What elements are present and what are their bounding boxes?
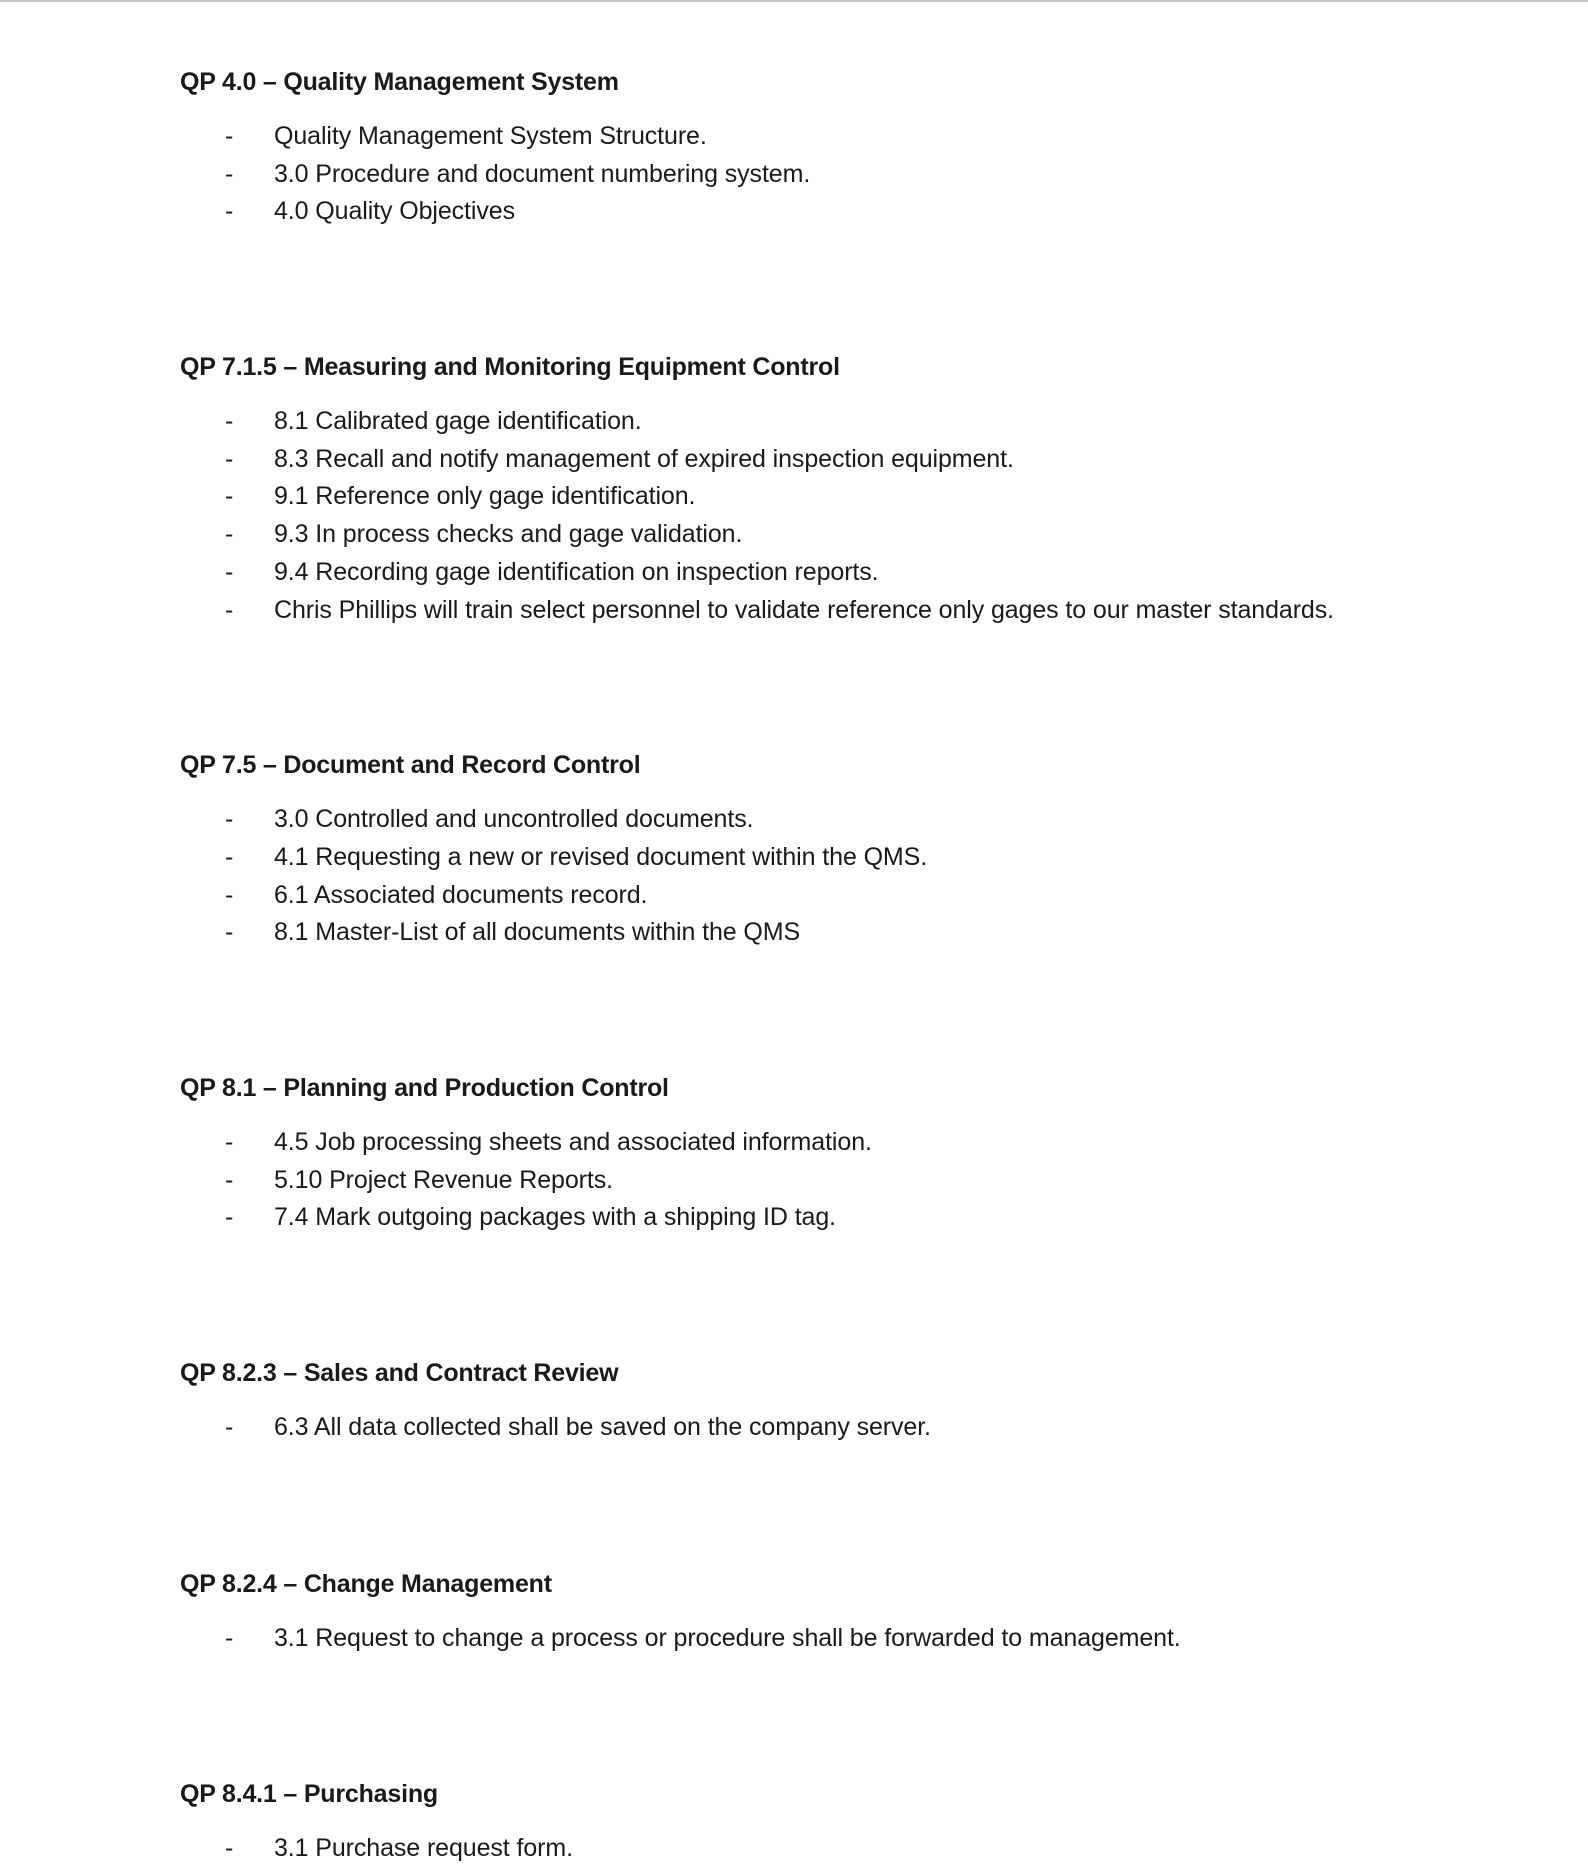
list-item-text: 4.0 Quality Objectives [274, 197, 515, 226]
section-spacer [180, 1447, 1540, 1564]
bullet-list [180, 118, 1540, 231]
section-heading: QP 7.1.5 – Measuring and Monitoring Equipment Control [180, 353, 840, 382]
list-item [180, 1199, 1540, 1237]
bullet-list [180, 1830, 1540, 1868]
section-spacer [180, 629, 1540, 745]
dash-bullet: - [225, 444, 234, 473]
dash-bullet: - [225, 482, 234, 511]
list-item-text: Quality Management System Structure. [274, 122, 707, 150]
dash-bullet: - [225, 1413, 234, 1441]
list-item-text: 9.3 In process checks and gage validation. [274, 520, 743, 549]
section-qp-7-5 [180, 745, 1540, 952]
section-heading: QP 8.1 – Planning and Production Control [180, 1073, 669, 1102]
list-item [180, 1620, 1540, 1658]
section-heading: QP 8.2.4 – Change Management [180, 1569, 552, 1598]
list-item-text: 3.1 Purchase request form. [274, 1834, 573, 1863]
list-item-text: 6.1 Associated documents record. [274, 880, 648, 909]
bullet-list [180, 1409, 1540, 1447]
list-item [180, 1162, 1540, 1200]
list-item-text: 3.1 Request to change a process or procedure shall be forwarded to management. [274, 1623, 1181, 1652]
section-spacer [180, 952, 1540, 1068]
section-qp-8-2-3 [180, 1353, 1540, 1447]
dash-bullet: - [225, 159, 234, 188]
dash-bullet: - [225, 1127, 234, 1156]
section-qp-8-2-4 [180, 1564, 1540, 1658]
bullet-list [180, 403, 1540, 629]
dash-bullet: - [225, 1165, 234, 1194]
dash-bullet: - [225, 407, 234, 436]
dash-bullet: - [225, 520, 234, 549]
list-item [180, 554, 1540, 592]
section-heading: QP 4.0 – Quality Management System [180, 68, 619, 96]
list-item [180, 516, 1540, 554]
section-heading: QP 8.2.3 – Sales and Contract Review [180, 1359, 619, 1387]
dash-bullet: - [225, 918, 234, 947]
list-item-text: Chris Phillips will train select personnel to validate reference only gages to our master standards. [274, 595, 1334, 624]
list-item [180, 441, 1540, 479]
document-page [180, 62, 1540, 1868]
dash-bullet: - [225, 197, 234, 226]
bullet-list [180, 1620, 1540, 1658]
section-qp-8-4-1 [180, 1774, 1540, 1868]
list-item-text: 4.1 Requesting a new or revised document within the QMS. [274, 842, 928, 871]
list-item-text: 8.1 Master-List of all documents within the QMS [274, 918, 801, 947]
list-item [180, 877, 1540, 915]
list-item-text: 4.5 Job processing sheets and associated information. [274, 1127, 872, 1156]
dash-bullet: - [225, 1203, 234, 1232]
section-qp-8-1 [180, 1068, 1540, 1237]
section-spacer [180, 1237, 1540, 1353]
list-item-text: 9.1 Reference only gage identification. [274, 482, 696, 511]
section-heading: QP 8.4.1 – Purchasing [180, 1780, 438, 1809]
section-spacer [180, 1657, 1540, 1774]
list-item-text: 8.3 Recall and notify management of expired inspection equipment. [274, 444, 1014, 473]
list-item-text: 5.10 Project Revenue Reports. [274, 1165, 613, 1194]
list-item [180, 801, 1540, 839]
list-item [180, 156, 1540, 194]
dash-bullet: - [225, 557, 234, 586]
list-item-text: 9.4 Recording gage identification on inspection reports. [274, 557, 879, 586]
list-item [180, 839, 1540, 877]
section-spacer [180, 231, 1540, 347]
list-item-text: 6.3 All data collected shall be saved on the company server. [274, 1413, 931, 1441]
list-item-text: 7.4 Mark outgoing packages with a shipping ID tag. [274, 1203, 837, 1232]
dash-bullet: - [225, 880, 234, 909]
list-item-text: 8.1 Calibrated gage identification. [274, 407, 642, 436]
list-item [180, 914, 1540, 952]
dash-bullet: - [225, 805, 234, 834]
section-qp-7-1-5 [180, 347, 1540, 629]
dash-bullet: - [225, 595, 234, 624]
bullet-list [180, 801, 1540, 952]
dash-bullet: - [225, 842, 234, 871]
bullet-list [180, 1124, 1540, 1237]
dash-bullet: - [225, 1623, 234, 1652]
page-top-border [0, 0, 1588, 2]
list-item [180, 118, 1540, 156]
list-item [180, 193, 1540, 231]
list-item [180, 1124, 1540, 1162]
dash-bullet: - [225, 1834, 234, 1863]
list-item [180, 478, 1540, 516]
list-item-text: 3.0 Controlled and uncontrolled documents. [274, 805, 754, 834]
section-qp-4-0 [180, 62, 1540, 231]
list-item [180, 1409, 1540, 1447]
list-item [180, 592, 1540, 630]
section-heading: QP 7.5 – Document and Record Control [180, 751, 641, 780]
dash-bullet: - [225, 122, 234, 150]
list-item [180, 1830, 1540, 1868]
list-item-text: 3.0 Procedure and document numbering system. [274, 159, 811, 188]
list-item [180, 403, 1540, 441]
